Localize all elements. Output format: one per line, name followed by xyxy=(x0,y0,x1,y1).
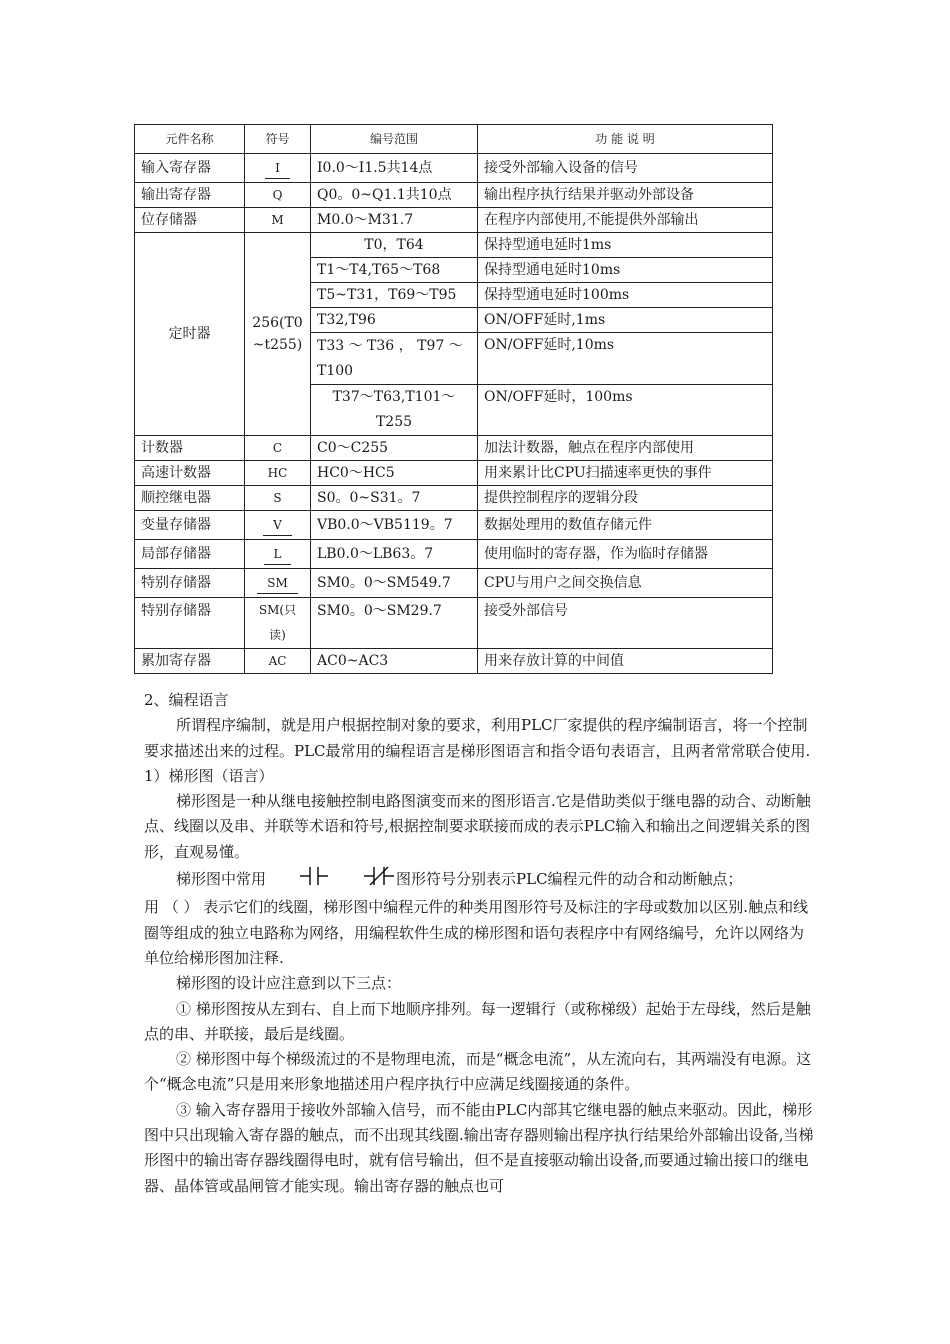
cell-range: T32,T96 xyxy=(311,308,478,333)
table-row xyxy=(135,511,773,540)
sub-heading: 1）梯形图（语言） xyxy=(144,766,274,785)
cell-name: 输出寄存器 xyxy=(135,183,245,208)
cell-range: T0，T64 xyxy=(311,233,478,258)
paragraph-symbols xyxy=(144,865,814,895)
nc-contact-icon xyxy=(332,865,394,895)
cell-function: 数据处理用的数值存储元件 xyxy=(478,511,773,540)
cell-range: Q0。0~Q1.1共10点 xyxy=(311,183,478,208)
cell-symbol: C xyxy=(245,436,311,461)
cell-function: 在程序内部使用,不能提供外部输出 xyxy=(478,208,773,233)
cell-range: T5~T31，T69～T95 xyxy=(311,283,478,308)
table-row xyxy=(135,208,773,233)
cell-function: 提供控制程序的逻辑分段 xyxy=(478,486,773,511)
header-symbol: 符号 xyxy=(245,125,311,154)
cell-symbol-timer: 256(T0~t255) xyxy=(245,233,311,436)
cell-range: LB0.0～LB63。7 xyxy=(311,540,478,569)
cell-function: 用来累计比CPU扫描速率更快的事件 xyxy=(478,461,773,486)
cell-name: 顺控继电器 xyxy=(135,486,245,511)
cell-symbol: M xyxy=(245,208,311,233)
paragraph: 梯形图的设计应注意到以下三点： xyxy=(176,974,402,993)
paragraph: 所谓程序编制，就是用户根据控制对象的要求，利用PLC厂家提供的程序编制语言，将一个控制要求描述出来的过程。PLC最常用的编程语言是梯形图语言和指令语句表语言，且两者常常联合使用. xyxy=(144,716,811,760)
section-heading: 2、编程语言 xyxy=(144,691,229,709)
cell-symbol: V xyxy=(263,515,292,536)
table-row xyxy=(135,486,773,511)
table-header-row xyxy=(135,125,773,154)
table-row xyxy=(135,649,773,674)
table-row xyxy=(135,183,773,208)
cell-name: 输入寄存器 xyxy=(135,154,245,183)
paragraph: 梯形图是一种从继电接触控制电路图演变而来的图形语言.它是借助类似于继电器的动合、动断触点、线圈以及串、并联等术语和符号,根据控制要求联接而成的表示PLC输入和输出之间逻辑关系的图形，直观易懂。 xyxy=(144,792,811,861)
cell-function: 保持型通电延时10ms xyxy=(478,258,773,283)
cell-range: M0.0～M31.7 xyxy=(311,208,478,233)
cell-range: T1～T4,T65～T68 xyxy=(311,258,478,283)
cell-range: T33 ～ T36 ， T97 ～ T100 xyxy=(311,333,478,385)
table-row xyxy=(135,461,773,486)
cell-name: 局部存储器 xyxy=(135,540,245,569)
paragraph: ① 梯形图按从左到右、自上而下地顺序排列。每一逻辑行（或称梯级）起始于左母线，然后是触点的串、并联接，最后是线圈。 xyxy=(144,999,811,1043)
cell-function: ON/OFF延时，100ms xyxy=(478,385,773,436)
cell-symbol: HC xyxy=(245,461,311,486)
cell-symbol: I xyxy=(265,158,290,179)
paragraph-fragment: 梯形图中常用 xyxy=(176,870,267,889)
cell-function: 加法计数器，触点在程序内部使用 xyxy=(478,436,773,461)
cell-range: SM0。0～SM549.7 xyxy=(311,569,478,598)
cell-function: 保持型通电延时100ms xyxy=(478,283,773,308)
cell-name: 变量存储器 xyxy=(135,511,245,540)
header-number-range: 编号范围 xyxy=(311,125,478,154)
cell-symbol: SM(只读) xyxy=(245,598,311,649)
cell-function: 保持型通电延时1ms xyxy=(478,233,773,258)
cell-range: T37～T63,T101～T255 xyxy=(311,385,478,436)
table-row xyxy=(135,569,773,598)
cell-range: SM0。0～SM29.7 xyxy=(311,598,478,649)
no-contact-icon xyxy=(268,865,328,895)
paragraph: 用 （ ） 表示它们的线圈，梯形图中编程元件的种类用图形符号及标注的字母或数加以区别.触点和线圈等组成的独立电路称为网络，用编程软件生成的梯形图和语句表程序中有网络编号，允许以网络为单位给梯形图加注释. xyxy=(144,898,809,967)
cell-function: ON/OFF延时,10ms xyxy=(478,333,773,385)
table-row xyxy=(135,540,773,569)
header-function: 功 能 说 明 xyxy=(478,125,773,154)
cell-function: 输出程序执行结果并驱动外部设备 xyxy=(478,183,773,208)
cell-name-timer: 定时器 xyxy=(135,233,245,436)
cell-range: I0.0～I1.5共14点 xyxy=(311,154,478,183)
cell-name: 计数器 xyxy=(135,436,245,461)
cell-name: 特别存储器 xyxy=(135,598,245,649)
element-table-container xyxy=(134,124,772,674)
cell-name: 高速计数器 xyxy=(135,461,245,486)
table-row xyxy=(135,598,773,649)
cell-range: VB0.0～VB5119。7 xyxy=(311,511,478,540)
cell-symbol: SM xyxy=(257,573,298,594)
cell-symbol: S xyxy=(245,486,311,511)
cell-function: 用来存放计算的中间值 xyxy=(478,649,773,674)
cell-symbol: Q xyxy=(245,183,311,208)
cell-function: CPU与用户之间交换信息 xyxy=(478,569,773,598)
cell-range: HC0～HC5 xyxy=(311,461,478,486)
cell-function: 接受外部信号 xyxy=(478,598,773,649)
document-body xyxy=(144,688,814,1199)
cell-name: 位存储器 xyxy=(135,208,245,233)
cell-function: 使用临时的寄存器，作为临时存储器 xyxy=(478,540,773,569)
table-row xyxy=(135,436,773,461)
cell-range: AC0~AC3 xyxy=(311,649,478,674)
cell-function: ON/OFF延时,1ms xyxy=(478,308,773,333)
cell-symbol: AC xyxy=(245,649,311,674)
cell-range: C0～C255 xyxy=(311,436,478,461)
cell-function: 接受外部输入设备的信号 xyxy=(478,154,773,183)
cell-name: 累加寄存器 xyxy=(135,649,245,674)
cell-range: S0。0~S31。7 xyxy=(311,486,478,511)
cell-name: 特别存储器 xyxy=(135,569,245,598)
timer-row xyxy=(135,233,773,258)
header-element-name: 元件名称 xyxy=(135,125,245,154)
paragraph-fragment: 图形符号分别表示PLC编程元件的动合和动断触点； xyxy=(396,870,743,889)
cell-symbol: L xyxy=(264,544,292,565)
plc-element-table xyxy=(134,124,773,674)
paragraph: ③ 输入寄存器用于接收外部输入信号，而不能由PLC内部其它继电器的触点来驱动。因此，梯形图中只出现输入寄存器的触点，而不出现其线圈.输出寄存器则输出程序执行结果给外部输出设备,当梯形图中的输出寄存器线圈得电时，就有信号输出，但不是直接驱动输出设备,而要通过输出接口的继电器、晶体管或晶闸管才能实现。输出寄存器的触点也可 xyxy=(144,1100,814,1195)
paragraph: ② 梯形图中每个梯级流过的不是物理电流，而是“概念电流”，从左流向右，其两端没有电源。这个“概念电流”只是用来形象地描述用户程序执行中应满足线圈接通的条件。 xyxy=(144,1050,812,1094)
table-row xyxy=(135,154,773,183)
